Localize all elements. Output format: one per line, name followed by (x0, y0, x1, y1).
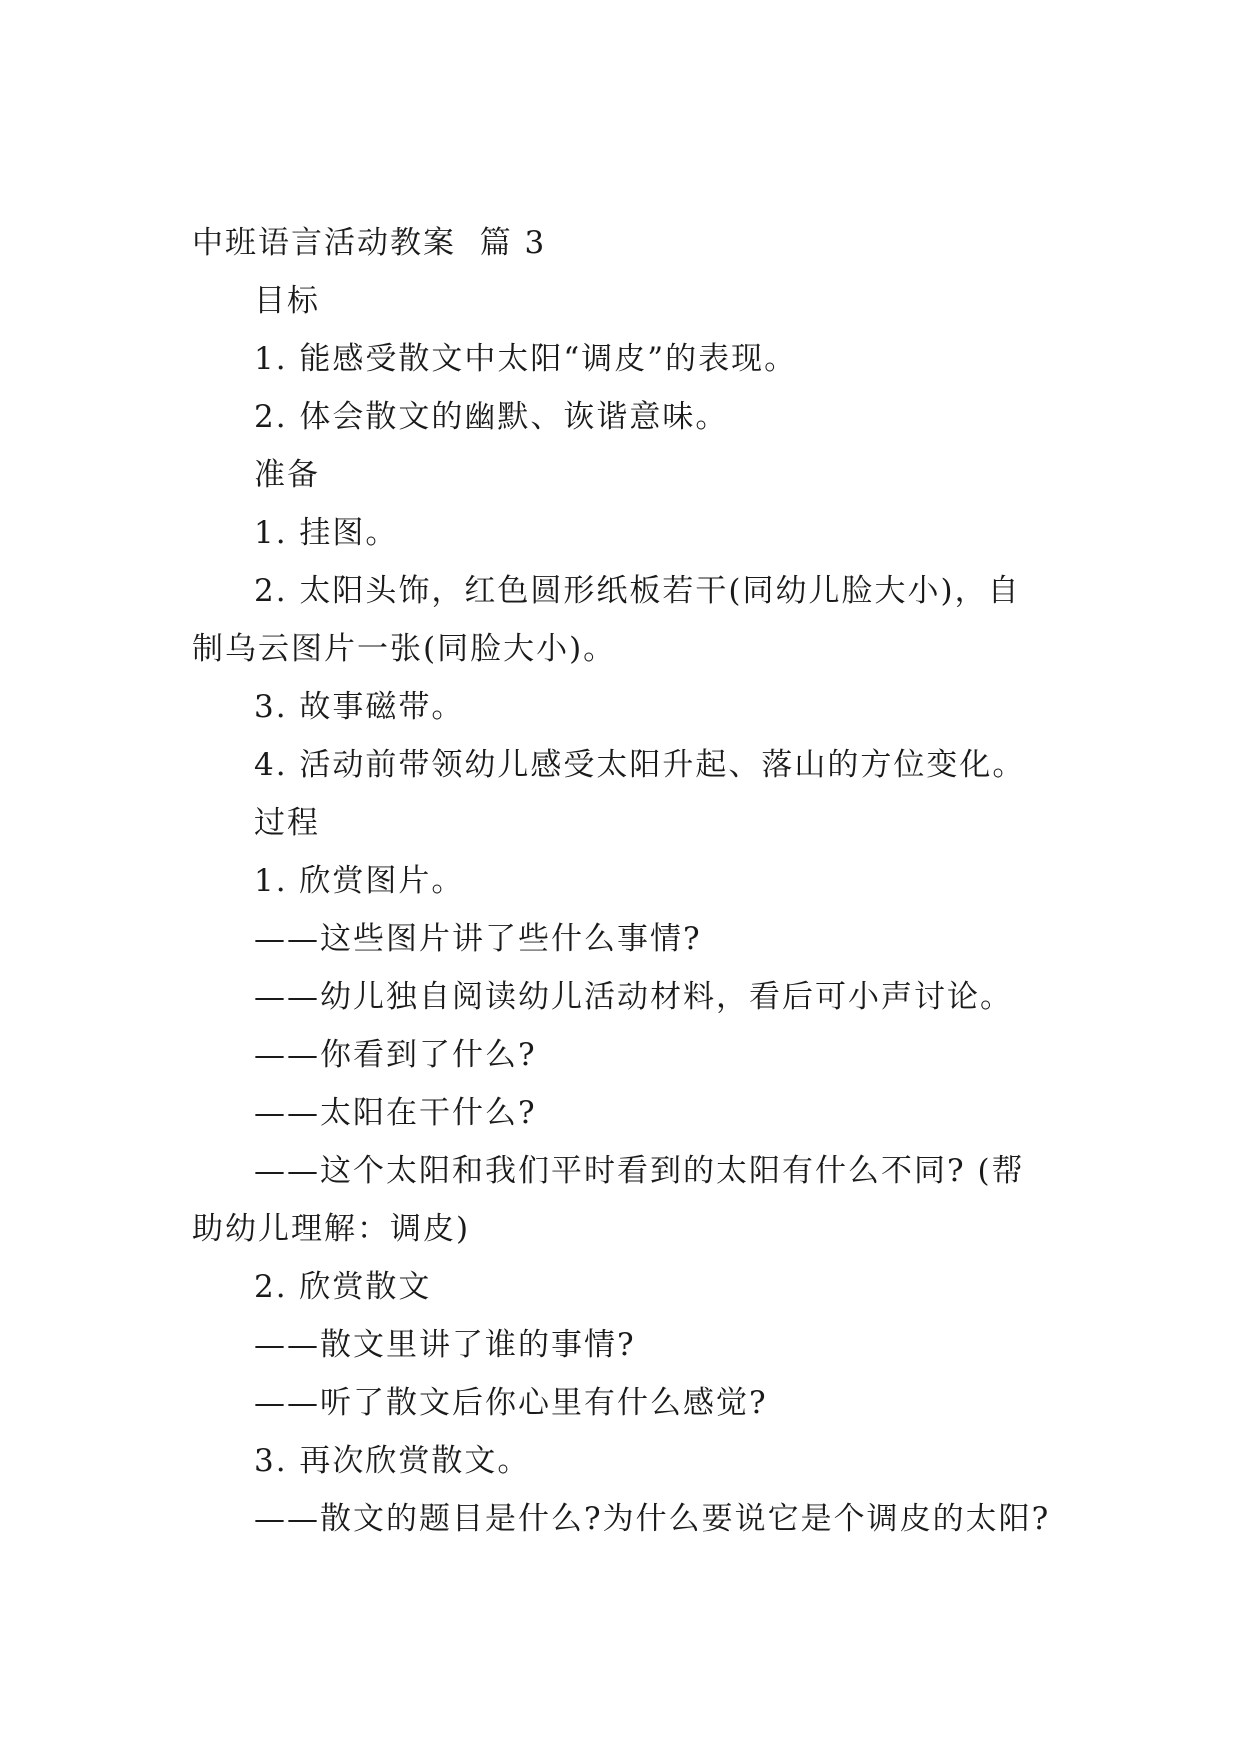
process-question: ——这些图片讲了些什么事情? (254, 921, 702, 957)
process-question: ——太阳在干什么? (254, 1095, 537, 1131)
goal-item-1: 1. 能感受散文中太阳“调皮”的表现。 (254, 341, 798, 377)
process-step-3: 3. 再次欣赏散文。 (254, 1443, 531, 1479)
preparation-item-3: 3. 故事磁带。 (254, 689, 465, 725)
process-step-2: 2. 欣赏散文 (254, 1269, 432, 1305)
goal-item-2: 2. 体会散文的幽默、诙谐意味。 (254, 399, 729, 435)
preparation-item-1: 1. 挂图。 (254, 515, 399, 551)
section-heading-goals: 目标 (254, 283, 320, 319)
section-heading-process: 过程 (254, 805, 320, 841)
document-body (192, 214, 1052, 1548)
process-question: ——散文的题目是什么?为什么要说它是个调皮的太阳? (254, 1501, 1051, 1537)
process-question: ——听了散文后你心里有什么感觉? (254, 1385, 768, 1421)
document-title: 中班语言活动教案 篇 3 (192, 225, 547, 261)
process-question: ——幼儿独自阅读幼儿活动材料，看后可小声讨论。 (254, 979, 1013, 1015)
process-question: ——散文里讲了谁的事情? (254, 1327, 636, 1363)
preparation-item-4: 4. 活动前带领幼儿感受太阳升起、落山的方位变化。 (254, 747, 1026, 783)
section-heading-preparation: 准备 (254, 457, 320, 493)
process-step-1: 1. 欣赏图片。 (254, 863, 465, 899)
preparation-item-2: 2. 太阳头饰，红色圆形纸板若干(同幼儿脸大小)，自制乌云图片一张(同脸大小)。 (192, 573, 1021, 667)
process-question: ——这个太阳和我们平时看到的太阳有什么不同? (帮助幼儿理解：调皮) (192, 1153, 1025, 1247)
process-question: ——你看到了什么? (254, 1037, 537, 1073)
